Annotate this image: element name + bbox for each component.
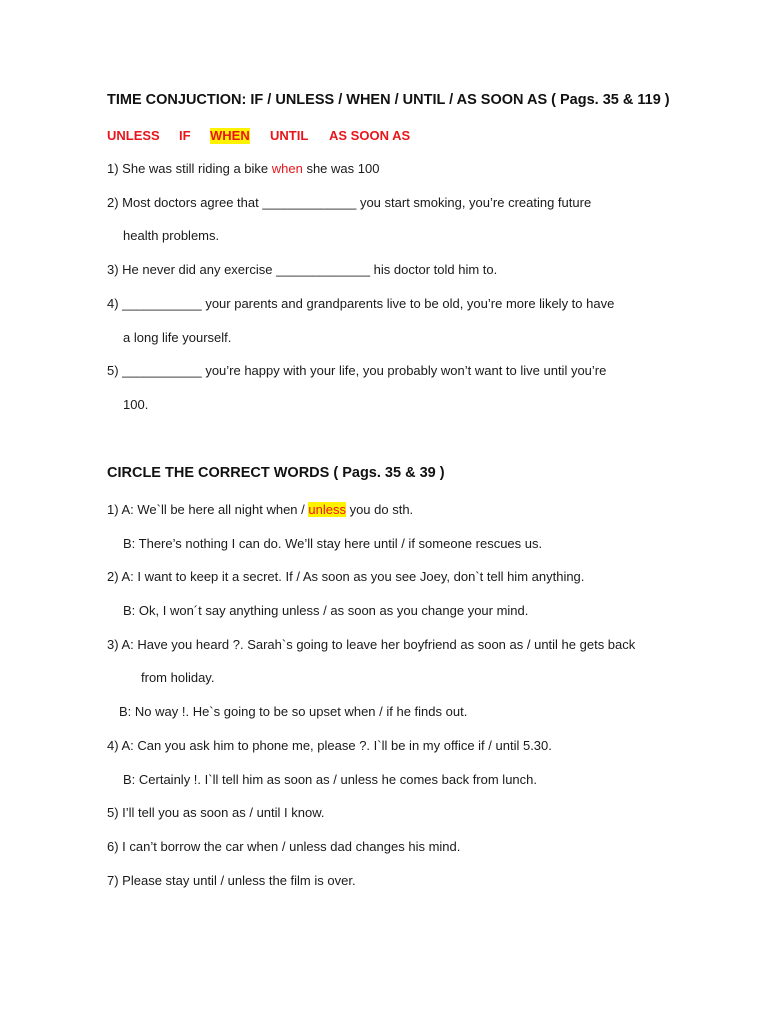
s1-question-5-line1: 5) ___________ you’re happy with your life, you probably won’t want to live until you’re <box>107 363 607 378</box>
s2-question-2a: 2) A: I want to keep it a secret. If / As soon as you see Joey, don`t tell him anything. <box>107 569 585 584</box>
s2-question-2b: B: Ok, I won´t say anything unless / as soon as you change your mind. <box>123 603 529 618</box>
s2-question-3a-line2: from holiday. <box>141 670 215 685</box>
s1-question-4-line1: 4) ___________ your parents and grandparents live to be old, you’re more likely to have <box>107 296 615 311</box>
s1-question-2-line1: 2) Most doctors agree that _____________ you start smoking, you’re creating future <box>107 195 592 210</box>
word-bank-until: UNTIL <box>270 128 309 143</box>
word-bank-when: WHEN <box>210 128 250 143</box>
word-bank-if: IF <box>179 128 191 143</box>
s1-q1-text-before: 1) She was still riding a bike <box>107 161 272 176</box>
s2-q1a-answer: unless <box>308 502 346 517</box>
s2-question-4b: B: Certainly !. I`ll tell him as soon as / unless he comes back from lunch. <box>123 772 538 787</box>
s2-question-1a <box>107 502 413 518</box>
s2-question-7: 7) Please stay until / unless the film is over. <box>107 873 356 888</box>
s1-question-5-line2: 100. <box>123 397 149 412</box>
word-bank <box>107 128 427 144</box>
s1-question-3: 3) He never did any exercise _____________ his doctor told him to. <box>107 262 498 277</box>
s1-question-4-line2: a long life yourself. <box>123 330 232 345</box>
s1-q1-text-after: she was 100 <box>302 161 380 176</box>
word-bank-unless: UNLESS <box>107 128 160 143</box>
section2-title: CIRCLE THE CORRECT WORDS ( Pags. 35 & 39 ) <box>107 465 445 481</box>
word-bank-as-soon-as: AS SOON AS <box>329 128 411 143</box>
s2-question-3b: B: No way !. He`s going to be so upset when / if he finds out. <box>119 704 468 719</box>
s2-q1a-text-before: 1) A: We`ll be here all night when / <box>107 502 309 517</box>
s1-question-2-line2: health problems. <box>123 228 220 243</box>
s2-question-5: 5) I’ll tell you as soon as / until I know. <box>107 805 325 820</box>
s2-q1a-text-after: you do sth. <box>345 502 414 517</box>
s2-question-3a-line1: 3) A: Have you heard ?. Sarah`s going to leave her boyfriend as soon as / until he gets back <box>107 637 636 652</box>
s1-question-1 <box>107 161 379 177</box>
s2-question-1b: B: There’s nothing I can do. We’ll stay here until / if someone rescues us. <box>123 536 543 551</box>
s1-q1-answer: when <box>271 161 303 176</box>
section1-title: TIME CONJUCTION: IF / UNLESS / WHEN / UNTIL / AS SOON AS ( Pags. 35 & 119 ) <box>107 92 670 108</box>
s2-question-6: 6) I can’t borrow the car when / unless dad changes his mind. <box>107 839 461 854</box>
s2-question-4a: 4) A: Can you ask him to phone me, please ?. I`ll be in my office if / until 5.30. <box>107 738 552 753</box>
